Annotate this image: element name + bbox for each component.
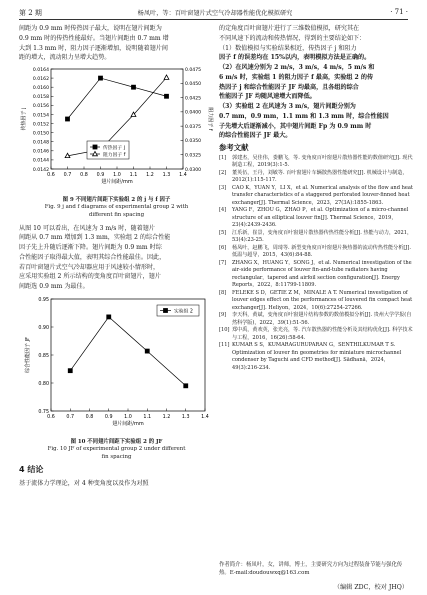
x-tick-label: 1.0 bbox=[124, 414, 132, 420]
reference-text: 郭建杰，吴佳伟，娄鹏飞，等. 变角度百叶窗翅片散热器性能的数值研究[J]. 现代制造工程，2019(3):1-5. bbox=[232, 154, 413, 169]
y-left-tick-label: 0.0152 bbox=[32, 122, 49, 128]
reference-number: [1] bbox=[219, 154, 227, 161]
y-left-tick-label: 0.0148 bbox=[32, 140, 49, 146]
reference-text: FELEKE S D，GETIE Z M，MINALE A T. Numerical investigation of louver edges effect on the performances of louvered fin compact heat exchanger[J]. Heliyon，2024，10(6):27254-27266. bbox=[232, 289, 413, 311]
reference-number: [9] bbox=[219, 312, 227, 319]
y-tick-label: 0.80 bbox=[38, 381, 49, 387]
conclusion-item-3: （3）实验组 2 在风速为 3 m/s，翅片间距分别为 0.7 mm，0.9 mm，1.1 mm 和 1.3 mm 时，综合性能因 子先增大后逐渐减小，其中翅片间距 Fp 为 0.9 mm 时 的综合性能因子 JF 最大。 bbox=[219, 103, 389, 140]
y-right-tick-label: 0.0375 bbox=[185, 124, 202, 130]
conclusion-item-1b: 因子 f 的误差均在 15%以内，表明模拟方法是正确的。 bbox=[219, 54, 371, 62]
x-tick-label: 1.2 bbox=[146, 173, 154, 178]
legend-label: 实验组 2 bbox=[174, 309, 193, 315]
fig9-caption-zh: 图 9 不同翅片间距下实验组 2 的 j 与 f 因子 bbox=[62, 196, 171, 203]
reference-text: YANG F，ZHOU G，ZHAO P，et al. Optimization of a micro-channel structure of an elliptical louver fin[J]. Thermal Science，2019，23(4):2439-2436. bbox=[232, 207, 409, 229]
data-point bbox=[145, 349, 149, 353]
data-point-j bbox=[99, 76, 103, 80]
y-right-tick-label: 0.0400 bbox=[185, 110, 202, 116]
paragraph-fig9-discussion: 间距为 0.9 mm 时传热因子最大，说明在翅片间距为 0.9 mm 时的传热性能最好。当翅片间距由 0.7 mm 增 大到 1.3 mm 时，阻力因子逐渐增加，说明随着翅片间 距的增大，流动阻力呈增大趋势。 bbox=[19, 25, 169, 62]
reference-list bbox=[219, 155, 413, 373]
reference-number: [8] bbox=[219, 289, 227, 296]
reference-number: [6] bbox=[219, 244, 227, 251]
legend-marker bbox=[164, 308, 168, 312]
y-left-tick-label: 0.0146 bbox=[32, 149, 49, 155]
data-point-j bbox=[132, 85, 136, 89]
reference-number: [11] bbox=[219, 342, 230, 349]
editor-note: （编辑 ZDC，校对 JHQ） bbox=[333, 584, 408, 591]
running-header bbox=[0, 0, 427, 22]
y-left-tick-label: 0.0142 bbox=[32, 167, 49, 173]
header-rule bbox=[19, 19, 408, 20]
y-right-tick-label: 0.0350 bbox=[185, 139, 202, 145]
x-tick-label: 0.9 bbox=[104, 414, 113, 420]
figure-10 bbox=[19, 295, 214, 462]
y-tick-label: 0.85 bbox=[38, 353, 49, 359]
reference-item bbox=[219, 170, 413, 185]
reference-text: 董英伍，王丹，刘敏等. 百叶窗翅片车辆散热器性能研究[J]. 机械设计与制造，2012(1):115-117. bbox=[232, 169, 408, 184]
y-tick-label: 0.90 bbox=[38, 325, 49, 331]
reference-item bbox=[219, 207, 413, 230]
x-tick-label: 1.2 bbox=[162, 414, 171, 420]
data-point-j bbox=[165, 94, 169, 98]
data-point-f bbox=[164, 75, 169, 79]
paragraph-conclusion-cont: 的定角度百叶窗翅片进行了三维数值模拟，研究其在 不同风速下的流动和传热情况，得到的主要结论如下： bbox=[219, 25, 366, 42]
reference-text: CAO K，YUAN Y，LI X，et al. Numerical analysis of the flow and heat transfer characteristics of a staggered perforated louver-finned heat exchanger[J]. Thermal Science，2023，27(3A):1855-1863. bbox=[232, 184, 413, 206]
y-left-tick-label: 0.0156 bbox=[32, 104, 49, 110]
paragraph-fig10-discussion: 从图 10 可以看出，在风速为 3 m/s 时，随着翅片 间距从 0.7 mm 增加到 1.3 mm，实验组 2 的综合性能 因子先上升随后逐渐下降。翅片间距为 0.9 mm 时综 合性能因子取得最大值，表明其综合性能最佳。因此， 若百叶窗翅片式空气冷却器应用于风速较小情形时， 应采用实验组 2 所示结构的变角度百叶窗翅片，翅片 间距选 0.9 mm 为最佳。 bbox=[19, 224, 171, 291]
data-point bbox=[68, 368, 72, 372]
data-point bbox=[107, 315, 111, 319]
reference-text: KUMAR S S，KUMARAGURUPARAN G，SENTHILKUMAR T S. Optimization of louver fin geometries for miniature microchannel condenser by Taguchi and CFD method[J]. Sādhanā，2024，49(3):216-234. bbox=[232, 342, 402, 371]
reference-number: [2] bbox=[219, 169, 227, 176]
reference-item bbox=[219, 185, 413, 208]
issue-label: 第 2 期 bbox=[19, 9, 42, 17]
reference-number: [10] bbox=[219, 327, 230, 334]
legend-marker bbox=[93, 145, 97, 149]
x-tick-label: 1.0 bbox=[113, 173, 121, 178]
reference-item bbox=[219, 290, 413, 313]
reference-number: [7] bbox=[219, 259, 227, 266]
data-point bbox=[184, 384, 188, 388]
x-axis-label: 翅片间距/mm bbox=[112, 420, 144, 427]
fig9-chart bbox=[19, 65, 214, 193]
legend-label: 传热因子 j bbox=[103, 145, 126, 151]
references-heading: 参考文献 bbox=[219, 143, 249, 152]
reference-number: [4] bbox=[219, 207, 227, 214]
x-axis-label: 翅片间距/mm bbox=[101, 179, 133, 185]
x-tick-label: 1.1 bbox=[129, 173, 138, 178]
y-left-tick-label: 0.0158 bbox=[32, 95, 49, 101]
y-right-tick-label: 0.0300 bbox=[185, 167, 202, 173]
x-tick-label: 0.7 bbox=[63, 173, 72, 178]
y-axis-label: 综合性能因子 JF bbox=[25, 336, 31, 373]
y-right-axis-label: 阻力因子 f bbox=[207, 107, 213, 131]
x-tick-label: 0.8 bbox=[85, 414, 94, 420]
x-tick-label: 1.3 bbox=[162, 173, 171, 178]
y-right-tick-label: 0.0425 bbox=[185, 96, 202, 102]
x-tick-label: 1.3 bbox=[181, 414, 190, 420]
reference-text: 郑中禹，黄欢英，张光亮，等. 汽车散热器的性能分析及其结构优化[J]. 科学技术与工程，2016，16(26):58-64. bbox=[232, 327, 413, 341]
fig10-caption-zh: 图 10 不同翅片间距下实验组 2 的 JF bbox=[70, 438, 163, 445]
reference-text: 江乐新，崔景，变角度百叶窗翅片散热器传热性能分析[J]. 热能与动力，2021，53(4):23-25. bbox=[232, 229, 413, 244]
page-number: · 71 · bbox=[390, 8, 408, 16]
left-column bbox=[19, 24, 214, 489]
y-left-axis-label: 传热因子 j bbox=[21, 107, 27, 131]
x-tick-label: 0.8 bbox=[80, 173, 88, 178]
y-left-tick-label: 0.0162 bbox=[32, 76, 49, 82]
reference-item bbox=[219, 230, 413, 245]
conclusion-item-1a: （1）数值模拟与实验结果相近，传热因子 j 和阻力 bbox=[219, 44, 357, 52]
y-left-tick-label: 0.0144 bbox=[32, 158, 49, 164]
y-right-tick-label: 0.0475 bbox=[185, 67, 202, 73]
legend-label: 阻力因子 f bbox=[103, 152, 126, 158]
reference-text: 李天科，黄斌，变角度百叶窗翅片结构参数的数值模拟分析[J]. 贵州大学学报(自然科学版)，2022，39(1):51-56. bbox=[232, 312, 412, 326]
figure-9 bbox=[19, 65, 214, 220]
paragraph-conclusion-intro: 基于流体力学理论，对 4 种变角度以及作为对照 bbox=[19, 480, 149, 488]
fig9-caption-en: Fig. 9 j and f diagrams of experimental group 2 with different fin spacing bbox=[44, 204, 189, 218]
y-right-tick-label: 0.0325 bbox=[185, 153, 202, 159]
reference-number: [3] bbox=[219, 184, 227, 191]
reference-item bbox=[219, 260, 413, 290]
y-tick-label: 0.95 bbox=[38, 297, 49, 303]
running-title: 杨凤叶，等：百叶窗翅片式空气冷却器性能优化模拟研究 bbox=[137, 10, 293, 17]
y-left-tick-label: 0.0150 bbox=[32, 131, 49, 137]
y-left-tick-label: 0.0160 bbox=[32, 85, 49, 91]
section-heading-conclusion: 4 结论 bbox=[19, 465, 44, 475]
reference-number: [5] bbox=[219, 229, 227, 236]
x-tick-label: 1.1 bbox=[143, 414, 152, 420]
right-column bbox=[219, 24, 413, 372]
x-tick-label: 0.6 bbox=[47, 414, 55, 420]
reference-item bbox=[219, 155, 413, 170]
series-line bbox=[70, 317, 186, 386]
x-tick-label: 0.9 bbox=[96, 173, 105, 178]
fig10-caption-en: Fig. 10 JF of experimental group 2 under different fin spacing bbox=[47, 446, 186, 460]
x-tick-label: 0.7 bbox=[66, 414, 75, 420]
reference-text: ZHANG X，HUANG Y，SONG J，et al. Numerical investigation of the air-side performance of louver fin-and-tube radiators having rectangular，tapered and airfoil section configuration[J]. Energy Reports，2022，8:11799-11809. bbox=[232, 259, 412, 289]
author-note: 作者简介：杨凤叶，女，讲师，博士，主要研究方向为过程装备节能与强化传热。E-mail:doudouwxq@163.com bbox=[219, 562, 403, 576]
x-tick-label: 0.6 bbox=[47, 173, 55, 178]
reference-text: 杨凤叶，赵鹏飞，周琦等. 新型变角度百叶窗翅片换热器的流动传热性能分析[J]. 低温与超导，2015，43(6):84-88. bbox=[232, 244, 411, 259]
x-tick-label: 1.4 bbox=[201, 414, 209, 420]
reference-item bbox=[219, 342, 413, 372]
data-point-j bbox=[66, 117, 70, 121]
reference-item bbox=[219, 312, 413, 327]
x-tick-label: 1.4 bbox=[179, 173, 187, 178]
y-tick-label: 0.75 bbox=[38, 409, 49, 415]
y-left-tick-label: 0.0164 bbox=[32, 67, 49, 73]
y-right-tick-label: 0.0450 bbox=[185, 82, 202, 88]
fig10-chart bbox=[19, 295, 214, 435]
reference-item bbox=[219, 327, 413, 342]
series-line-j bbox=[68, 78, 167, 119]
y-left-tick-label: 0.0154 bbox=[32, 113, 49, 119]
conclusion-item-2: （2）在风速分别为 2 m/s，3 m/s，4 m/s，5 m/s 和 6 m/s 时，实验组 1 的阻力因子 f 最高，实验组 2 的传 热因子 j 和综合性能因子 JF 均最高，且各组的综合 性能因子 JF 均随风速增大而降低。 bbox=[219, 64, 375, 101]
reference-item bbox=[219, 245, 413, 260]
